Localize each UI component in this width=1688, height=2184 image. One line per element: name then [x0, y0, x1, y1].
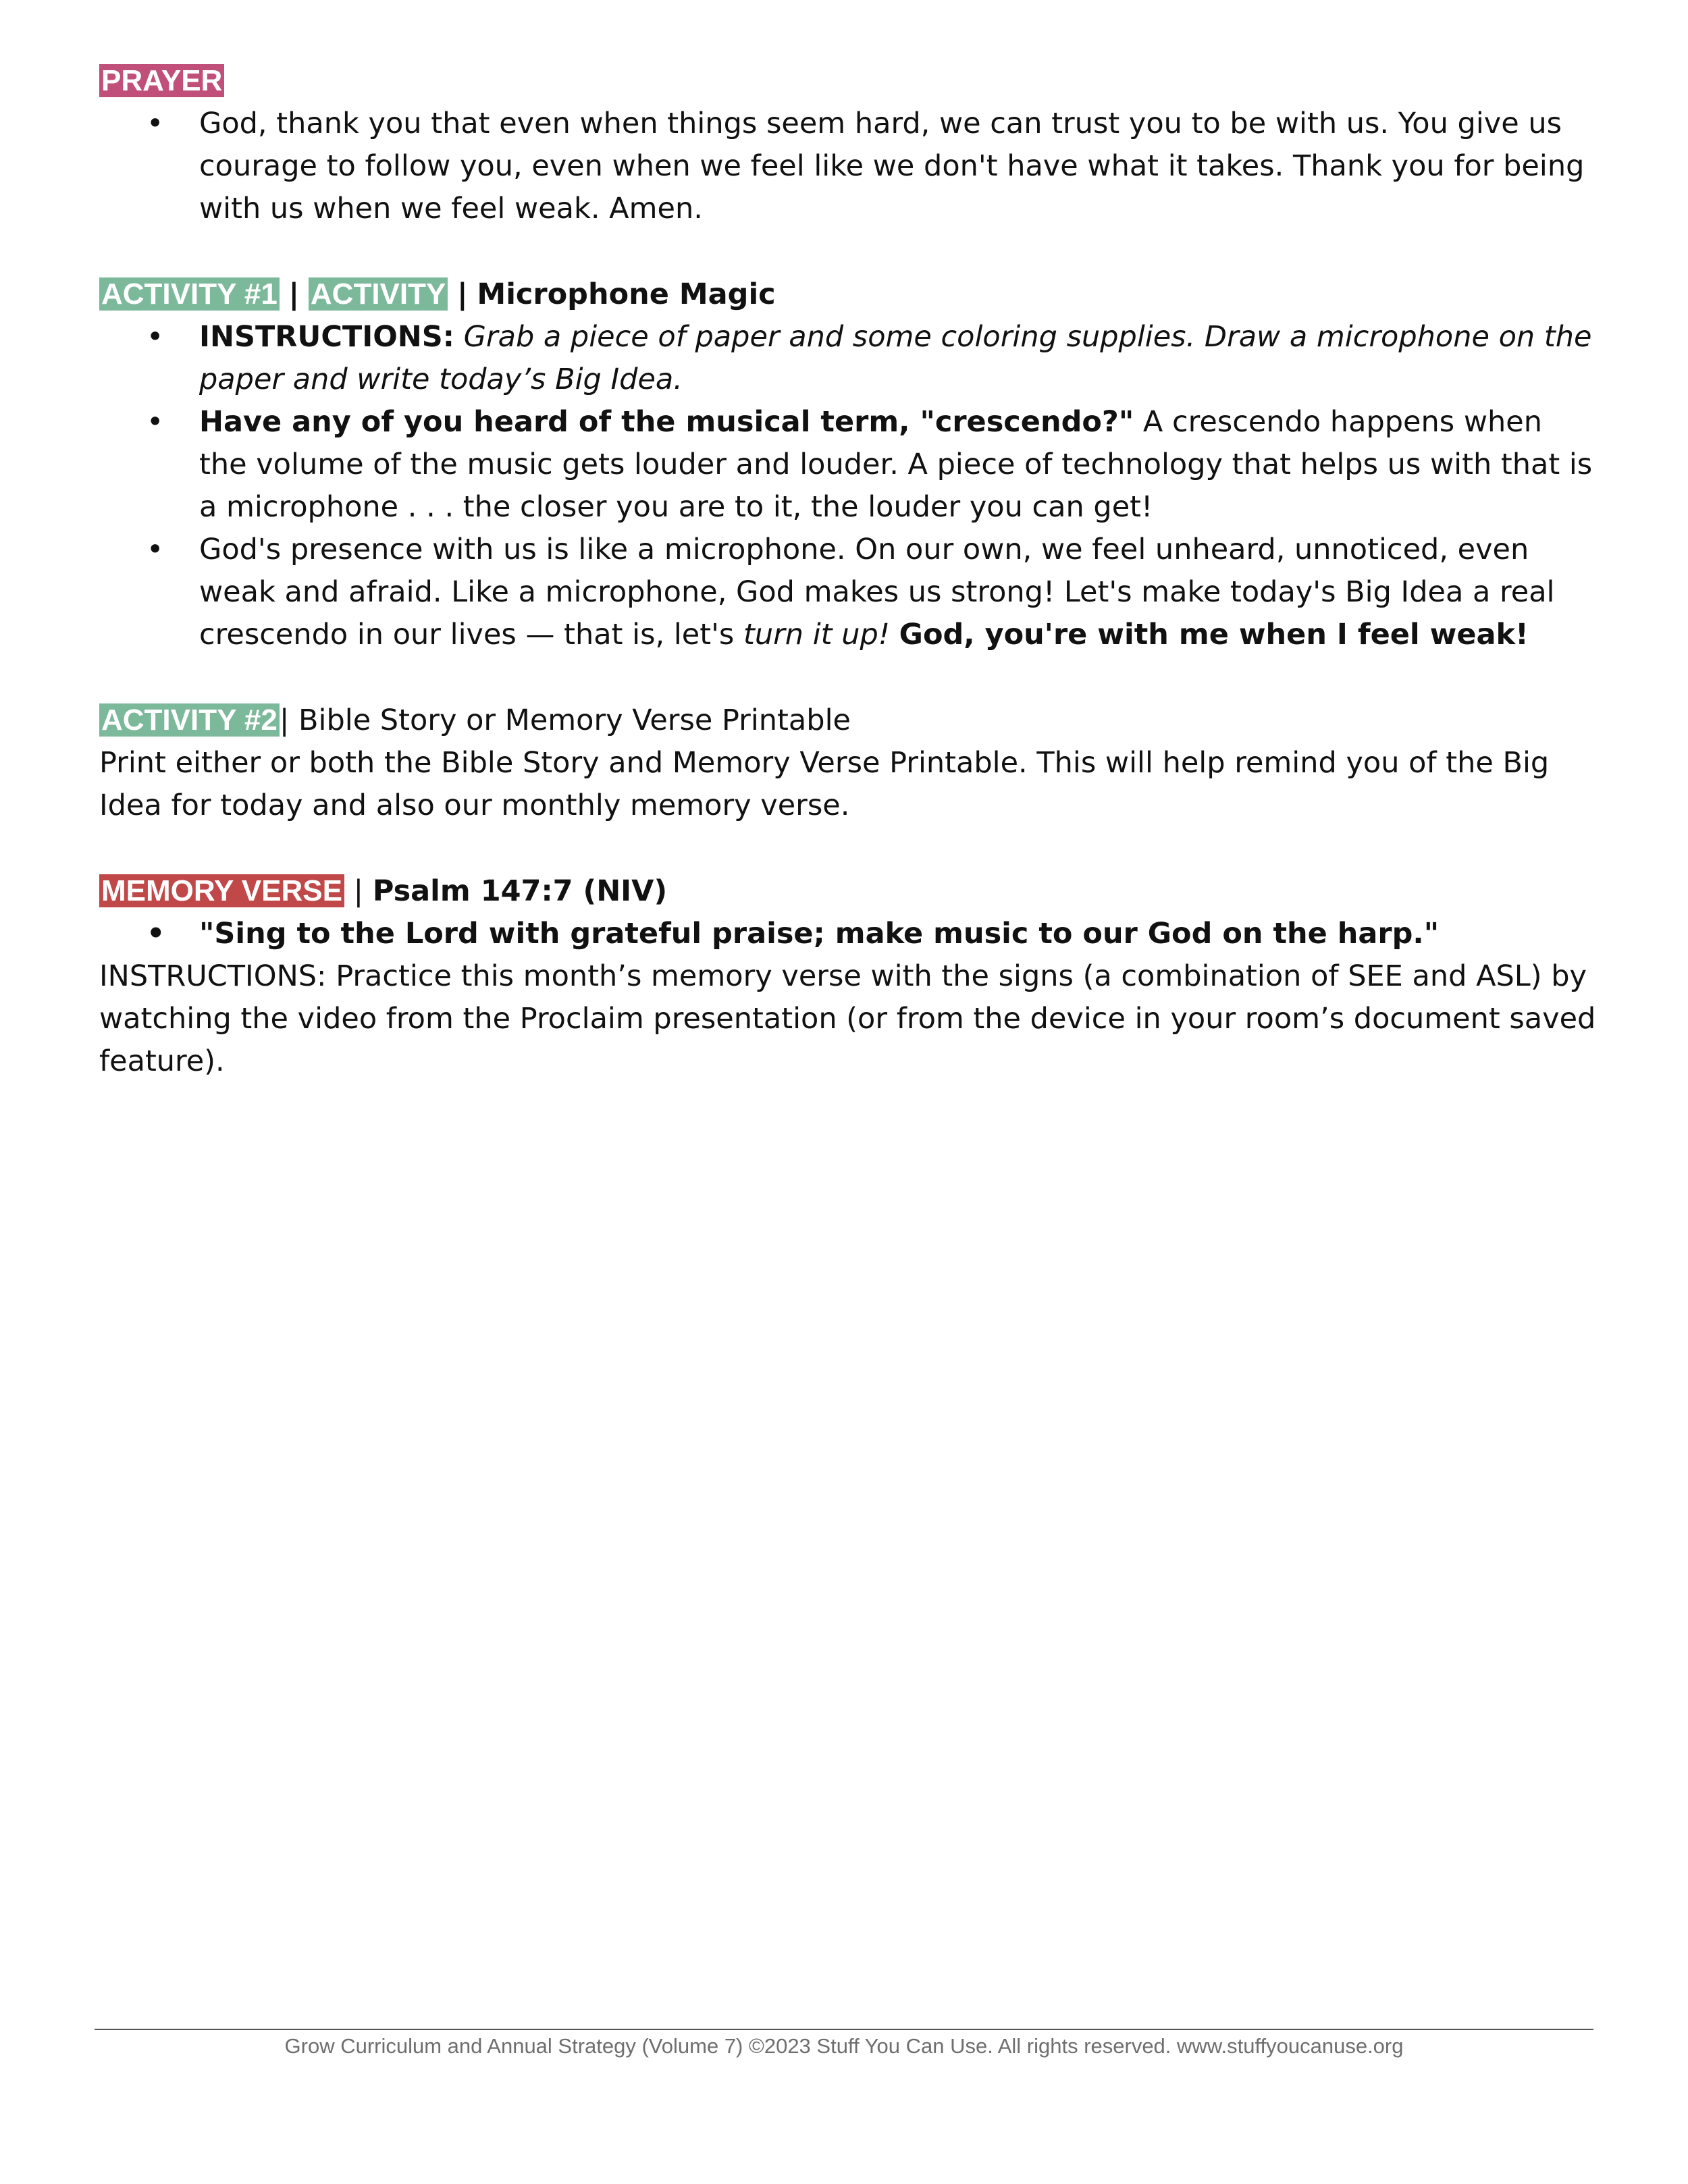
activity1-tag: ACTIVITY #1: [99, 277, 280, 311]
prayer-tag: PRAYER: [99, 64, 224, 97]
instructions-text: Grab a piece of paper and some coloring supplies. Draw a microphone on the paper and write today’s Big Idea.: [199, 320, 1592, 396]
crescendo-text: A crescendo happens when the volume of the music gets louder and louder. A piece of technology that helps us with that is a microphone . . . the closer you are to it, the louder you can get!: [199, 405, 1593, 524]
separator: |: [279, 703, 290, 737]
activity1-list: [99, 316, 1598, 656]
memory-verse-instructions: INSTRUCTIONS: Practice this month’s memory verse with the signs (a combination of SEE and ASL) by watching the video from the Proclaim presentation (or from the device in your room’s document saved feature).: [99, 959, 1596, 1078]
memory-verse-list: [99, 913, 1598, 955]
list-item: [199, 316, 1598, 401]
prayer-list: [99, 103, 1598, 230]
prayer-text: • God, thank you that even when things seem hard, we can trust you to be with us. You give us courage to follow you, even when we feel like we don't have what it takes. Thank you for being with us when we feel weak. Amen.: [199, 103, 1598, 230]
turn-it-up: turn it up!: [743, 618, 890, 651]
activity1-heading: [99, 273, 1598, 316]
footer-copyright: Grow Curriculum and Annual Strategy (Volume 7) ©2023 Stuff You Can Use. All rights reserved. www.stuffyoucanuse.org: [284, 2034, 1404, 2058]
crescendo-question: Have any of you heard of the musical term, "crescendo?": [199, 405, 1134, 439]
activity-tag: ACTIVITY: [309, 277, 448, 311]
memory-verse-heading: [99, 870, 1598, 913]
list-item: [199, 401, 1598, 529]
verse-text: • "Sing to the Lord with grateful praise; make music to our God on the harp.": [199, 913, 1598, 955]
big-idea: God, you're with me when I feel weak!: [899, 618, 1529, 651]
activity2-title: Bible Story or Memory Verse Printable: [298, 703, 851, 737]
presence-text: God's presence with us is like a microphone. On our own, we feel unheard, unnoticed, even weak and afraid. Like a microphone, God makes us strong! Let's make today's Big Idea a real crescendo in our lives — that is, let's: [199, 533, 1555, 651]
activity2-tag: ACTIVITY #2: [99, 703, 280, 737]
prayer-heading: [99, 59, 1598, 103]
memory-verse-tag: MEMORY VERSE: [99, 874, 344, 907]
separator: |: [457, 277, 468, 311]
footer-divider: [95, 2029, 1593, 2030]
verse-reference: Psalm 147:7 (NIV): [372, 874, 668, 908]
activity2-body: Print either or both the Bible Story and Memory Verse Printable. This will help remind you of the Big Idea for today and also our monthly memory verse.: [99, 746, 1550, 822]
activity2-heading: [99, 699, 1598, 742]
document-page: [99, 59, 1598, 1083]
separator: |: [353, 874, 364, 908]
separator: |: [288, 277, 300, 311]
instructions-label: INSTRUCTIONS:: [199, 320, 454, 354]
list-item: [199, 529, 1598, 656]
activity1-title: Microphone Magic: [477, 277, 776, 311]
